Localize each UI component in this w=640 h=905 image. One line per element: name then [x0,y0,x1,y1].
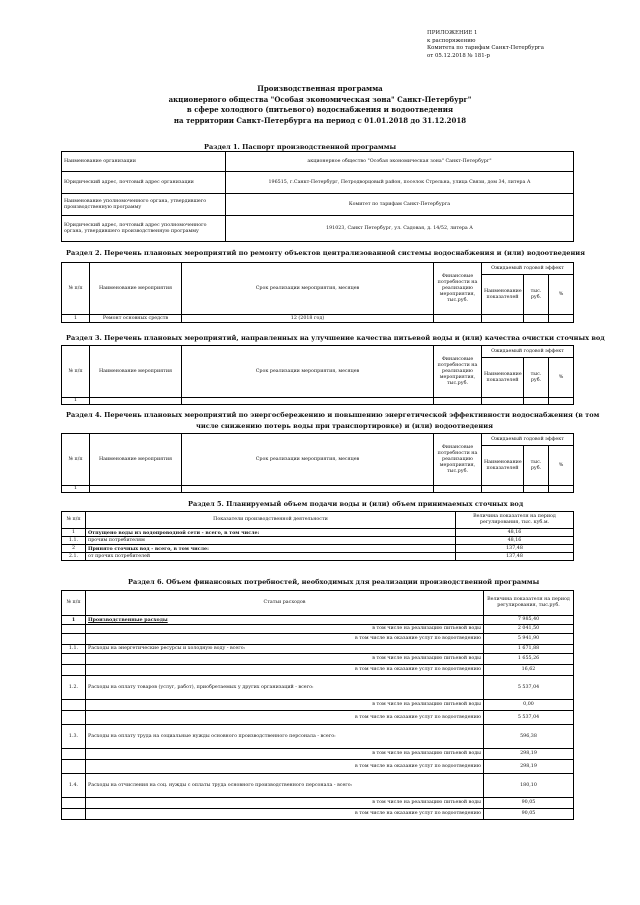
col-header-term: Срок реализации мероприятия, месяцев [182,346,434,398]
cell-value: 48,16 [456,529,574,537]
title-line: на территории Санкт-Петербурга на период с 01.01.2018 до 31.12.2018 [173,115,467,125]
cell-label: Расходы на оплату труда на социальные нужды основного производственного персонала - всего: [86,725,484,749]
table-header-row [62,512,574,529]
passport-value: акционерное общество "Особая экономическая зона" Санкт-Петербург" [226,152,574,172]
table-row [62,398,574,405]
col-header-value: Величина показателя на период регулирования, тыс.руб. [484,591,574,616]
table-row [62,809,574,820]
cell-value: 180,10 [484,774,574,798]
col-header-num: № п/п [62,263,90,315]
cell-label: прочим потребителям [86,537,456,545]
col-header-finance: Финансовые потребности на реализацию мероприятия, тыс.руб. [434,434,482,486]
table-row [62,760,574,774]
cell-label: Принято сточных вод - всего, в том числе: [86,545,456,553]
appendix-line: Комитета по тарифам Санкт-Петербурга [427,45,544,51]
cell-label: Расходы на оплату товаров (услуг, работ), приобретаемых у других организаций - всего: [86,676,484,700]
passport-value: 196515, г.Санкт-Петербург, Петродворцовый район, поселок Стрельна, улица Связи, дом 34, литера А [226,172,574,194]
col-header-effect: Ожидаемый годовой эффект [482,263,574,275]
col-header-item: Статьи расходов [86,591,484,616]
cell-value: 7 985,40 [484,616,574,625]
table-row [62,625,574,634]
cell-label: в том числе на реализацию питьевой воды [86,654,484,665]
cell-num: 1 [62,616,86,625]
section5-title: Раздел 5. Планируемый объем подачи воды и (или) объем принимаемых сточных вод [188,500,524,508]
cell-num [62,798,86,809]
cell-label: в том числе на оказание услуг по водоотведению [86,634,484,645]
cell-num [62,665,86,676]
section4-title-line2: числе снижению потерь воды при транспортировке) и (или) водоотведения [196,422,493,430]
col-header-thousand: тыс. руб. [524,275,549,315]
cell-label: в том числе на оказание услуг по водоотведению [86,665,484,676]
cell-value: 137,48 [456,545,574,553]
section1-title: Раздел 1. Паспорт производственной программы [204,143,397,151]
passport-value: Комитет по тарифам Санкт-Петербурга [226,194,574,216]
cell-value: 1 655,26 [484,654,574,665]
appendix-line: к распоряжению [427,37,476,44]
section4-table [61,433,574,493]
col-header-percent: % [549,275,574,315]
cell-label: в том числе на реализацию питьевой воды [86,625,484,634]
col-header-num: № п/п [62,346,90,398]
passport-label: Юридический адрес, почтовый адрес уполномоченного органа, утвердившего производственную программу [62,216,226,242]
table-row [62,725,574,749]
section2-table [61,262,574,323]
col-header-name: Наименование мероприятия [90,263,182,315]
cell-num [62,749,86,760]
col-header-indicator: Наименование показателей [482,446,524,486]
table-row [62,172,574,194]
table-row [62,654,574,665]
cell-label: в том числе на оказание услуг по водоотведению [86,711,484,725]
table-row [62,676,574,700]
table-row [62,749,574,760]
section5-table [61,511,574,561]
col-header-value: Величина показателя на период регулирования, тыс. куб.м. [456,512,574,529]
table-row [62,152,574,172]
table-row [62,634,574,645]
cell-label: в том числе на оказание услуг по водоотведению [86,809,484,820]
table-header-row [62,434,574,446]
cell-num [62,809,86,820]
section2-title: Раздел 2. Перечень плановых мероприятий по ремонту объектов централизованной системы водоснабжения и (или) водоотведения [66,249,586,257]
col-header-term: Срок реализации мероприятия, месяцев [182,263,434,315]
section3-title: Раздел 3. Перечень плановых мероприятий, направленных на улучшение качества питьевой воды и (или) качества очистки сточных вод [66,334,605,342]
cell-label: Производственные расходы [86,616,484,625]
cell-term: 12 (2018 год) [182,315,434,323]
table-row [62,700,574,711]
table-header-row [62,346,574,358]
table-row [62,529,574,537]
cell-num [62,625,86,634]
cell-value: 90,05 [484,809,574,820]
section6-title: Раздел 6. Объем финансовых потребностей, необходимых для реализации производственной программы [128,578,540,586]
cell-num: 1.1. [62,645,86,654]
table-row [62,216,574,242]
cell-num: 1 [62,529,86,537]
section6-table [61,590,574,820]
cell-value: 1 671,88 [484,645,574,654]
col-header-num: № п/п [62,434,90,486]
cell-value: 0,00 [484,700,574,711]
table-row [62,645,574,654]
cell-num: 2 [62,545,86,553]
col-header-indicator: Наименование показателей [482,358,524,398]
table-header-row [62,591,574,616]
section4-title-line1: Раздел 4. Перечень плановых мероприятий по энергосбережению и повышению энергетической эффективности водоснабжения (в том [66,411,600,419]
col-header-indicator: Наименование показателей [482,275,524,315]
cell-value: 16,62 [484,665,574,676]
col-header-thousand: тыс. руб. [524,358,549,398]
section3-table [61,345,574,405]
cell-value: 90,05 [484,798,574,809]
cell-num [62,711,86,725]
col-header-percent: % [549,446,574,486]
passport-label: Наименование уполномоченного органа, утвердившего производственную программу [62,194,226,216]
title-line: акционерного общества "Особая экономическая зона" Санкт-Петербург" [168,94,472,104]
cell-value: 5 537,04 [484,711,574,725]
col-header-thousand: тыс. руб. [524,446,549,486]
cell-value: 298,19 [484,760,574,774]
document-title [120,84,520,126]
cell-value: 5 941,90 [484,634,574,645]
col-header-effect: Ожидаемый годовой эффект [482,434,574,446]
table-row [62,545,574,553]
cell-num: 1.4. [62,774,86,798]
cell-value: 5 537,04 [484,676,574,700]
cell-num: 2.1. [62,553,86,561]
col-header-num: № п/п [62,512,86,529]
col-header-name: Наименование мероприятия [90,346,182,398]
cell-label: от прочих потребителей [86,553,456,561]
table-row [62,194,574,216]
cell-num: 1 [62,398,90,405]
cell-num: 1.1. [62,537,86,545]
cell-num [62,634,86,645]
table-row [62,537,574,545]
section1-table [61,151,574,242]
appendix-line: ПРИЛОЖЕНИЕ 1 [427,30,478,36]
table-row [62,486,574,493]
col-header-percent: % [549,358,574,398]
passport-label: Юридический адрес, почтовый адрес организации [62,172,226,194]
table-row [62,798,574,809]
cell-num: 1.2. [62,676,86,700]
cell-label: в том числе на реализацию питьевой воды [86,700,484,711]
table-header-row [62,263,574,275]
table-row [62,553,574,561]
table-row [62,315,574,323]
cell-num: 1 [62,315,90,323]
cell-value: 48,16 [456,537,574,545]
cell-label: Отпущено воды из водопроводной сети - всего, в том числе: [86,529,456,537]
col-header-name: Наименование мероприятия [90,434,182,486]
cell-num: 1 [62,486,90,493]
cell-name: Ремонт основных средств [90,315,182,323]
col-header-finance: Финансовые потребности на реализацию мероприятия, тыс.руб. [434,263,482,315]
col-header-finance: Финансовые потребности на реализацию мероприятия, тыс.руб. [434,346,482,398]
table-row [62,774,574,798]
appendix-line: от 05.12.2018 № 181-р [427,52,490,59]
cell-value: 137,48 [456,553,574,561]
passport-value: 191023, Санкт Петербург, ул. Садовая, д. 14/52, литера А [226,216,574,242]
col-header-num: № п/п [62,591,86,616]
appendix-note [427,30,544,60]
cell-num [62,654,86,665]
table-row [62,665,574,676]
col-header-effect: Ожидаемый годовой эффект [482,346,574,358]
cell-label: в том числе на реализацию питьевой воды [86,798,484,809]
cell-label: Расходы на отчисления на соц. нужды с оплаты труда основного производственного персонала - всего: [86,774,484,798]
title-line: Производственная программа [257,84,383,93]
cell-value: 298,19 [484,749,574,760]
cell-value: 596,38 [484,725,574,749]
passport-label: Наименование организации [62,152,226,172]
cell-label: Расходы на энергетические ресурсы и холодную воду - всего: [86,645,484,654]
table-row [62,616,574,625]
title-line: в сфере холодного (питьевого) водоснабжения и водоотведения [186,105,454,114]
cell-num: 1.3. [62,725,86,749]
cell-value: 2 041,50 [484,625,574,634]
cell-label: в том числе на оказание услуг по водоотведению [86,760,484,774]
col-header-indicator: Показатели производственной деятельности [86,512,456,529]
col-header-term: Срок реализации мероприятия, месяцев [182,434,434,486]
table-row [62,711,574,725]
cell-label: в том числе на реализацию питьевой воды [86,749,484,760]
cell-num [62,700,86,711]
cell-num [62,760,86,774]
